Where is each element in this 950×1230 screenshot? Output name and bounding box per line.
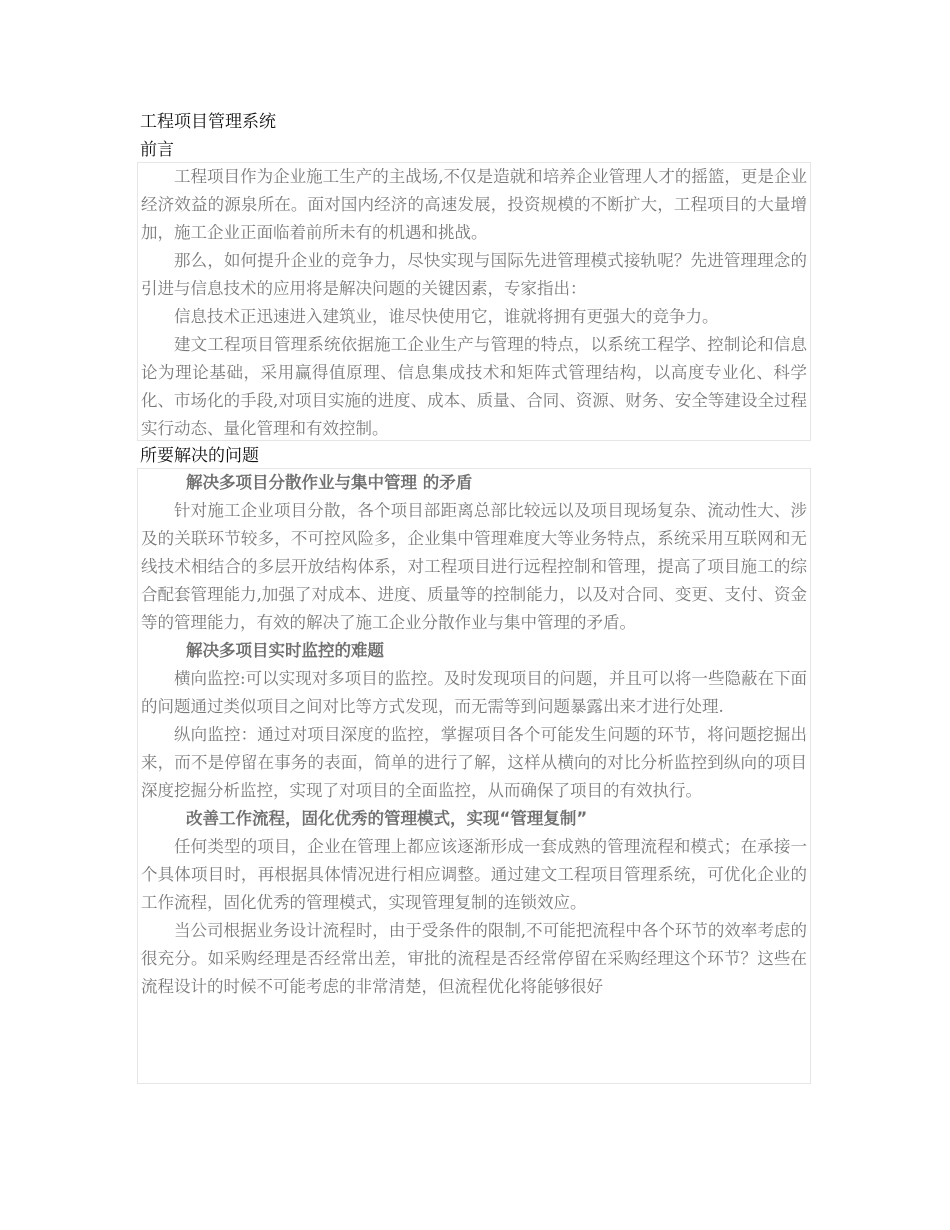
section-heading-problems: 所要解决的问题 [140,446,259,466]
paragraph: 当公司根据业务设计流程时，由于受条件的限制,不可能把流程中各个环节的效率考虑的很充分。如采购经理是否经常出差，审批的流程是否经常停留在采购经理这个环节？这些在流程设计的时候不可能考虑的非常清楚，但流程优化将能够很好 [141,921,807,996]
document-title: 工程项目管理系统 [140,112,276,132]
paragraph: 工程项目作为企业施工生产的主战场,不仅是造就和培养企业管理人才的摇篮，更是企业经济效益的源泉所在。面对国内经济的高速发展，投资规模的不断扩大，工程项目的大量增加，施工企业正面临着前所未有的机遇和挑战。 [141,167,807,242]
paragraph: 建文工程项目管理系统依据施工企业生产与管理的特点，以系统工程学、控制论和信息论为理论基础，采用赢得值原理、信息集成技术和矩阵式管理结构，以高度专业化、科学化、市场化的手段,对项目实施的进度、成本、质量、合同、资源、财务、安全等建设全过程实行动态、量化管理和有效控制。 [141,335,807,438]
paragraph: 任何类型的项目，企业在管理上都应该逐渐形成一套成熟的管理流程和模式；在承接一个具体项目时，再根据具体情况进行相应调整。通过建文工程项目管理系统，可优化企业的工作流程，固化优秀的管理模式，实现管理复制的连锁效应。 [141,837,807,912]
section-heading-preface: 前言 [140,140,174,160]
paragraph: 横向监控:可以实现对多项目的监控。及时发现项目的问题，并且可以将一些隐蔽在下面的问题通过类似项目之间对比等方式发现，而无需等到问题暴露出来才进行处理. [141,669,807,716]
paragraph: 纵向监控：通过对项目深度的监控，掌握项目各个可能发生问题的环节，将问题挖掘出来，而不是停留在事务的表面，简单的进行了解，这样从横向的对比分析监控到纵向的项目深度挖掘分析监控，实现了对项目的全面监控，从而确保了项目的有效执行。 [141,725,807,800]
paragraph: 那么，如何提升企业的竞争力，尽快实现与国际先进管理模式接轨呢？先进管理理念的引进与信息技术的应用将是解决问题的关键因素，专家指出： [141,251,807,298]
paragraph: 针对施工企业项目分散，各个项目部距离总部比较远以及项目现场复杂、流动性大、涉及的关联环节较多，不可控风险多，企业集中管理难度大等业务特点，系统采用互联网和无线技术相结合的多层开放结构体系，对工程项目进行远程控制和管理，提高了项目施工的综合配套管理能力,加强了对成本、进度、质量等的控制能力，以及对合同、变更、支付、资金等的管理能力，有效的解决了施工企业分散作业与集中管理的矛盾。 [141,501,807,632]
subheading: 改善工作流程，固化优秀的管理模式，实现“管理复制” [186,809,588,828]
subheading: 解决多项目实时监控的难题 [186,641,384,660]
preface-body [137,162,811,441]
paragraph: 信息技术正迅速进入建筑业，谁尽快使用它，谁就将拥有更强大的竞争力。 [174,307,719,326]
subheading: 解决多项目分散作业与集中管理 的矛盾 [186,473,473,492]
problems-body [137,468,811,1084]
